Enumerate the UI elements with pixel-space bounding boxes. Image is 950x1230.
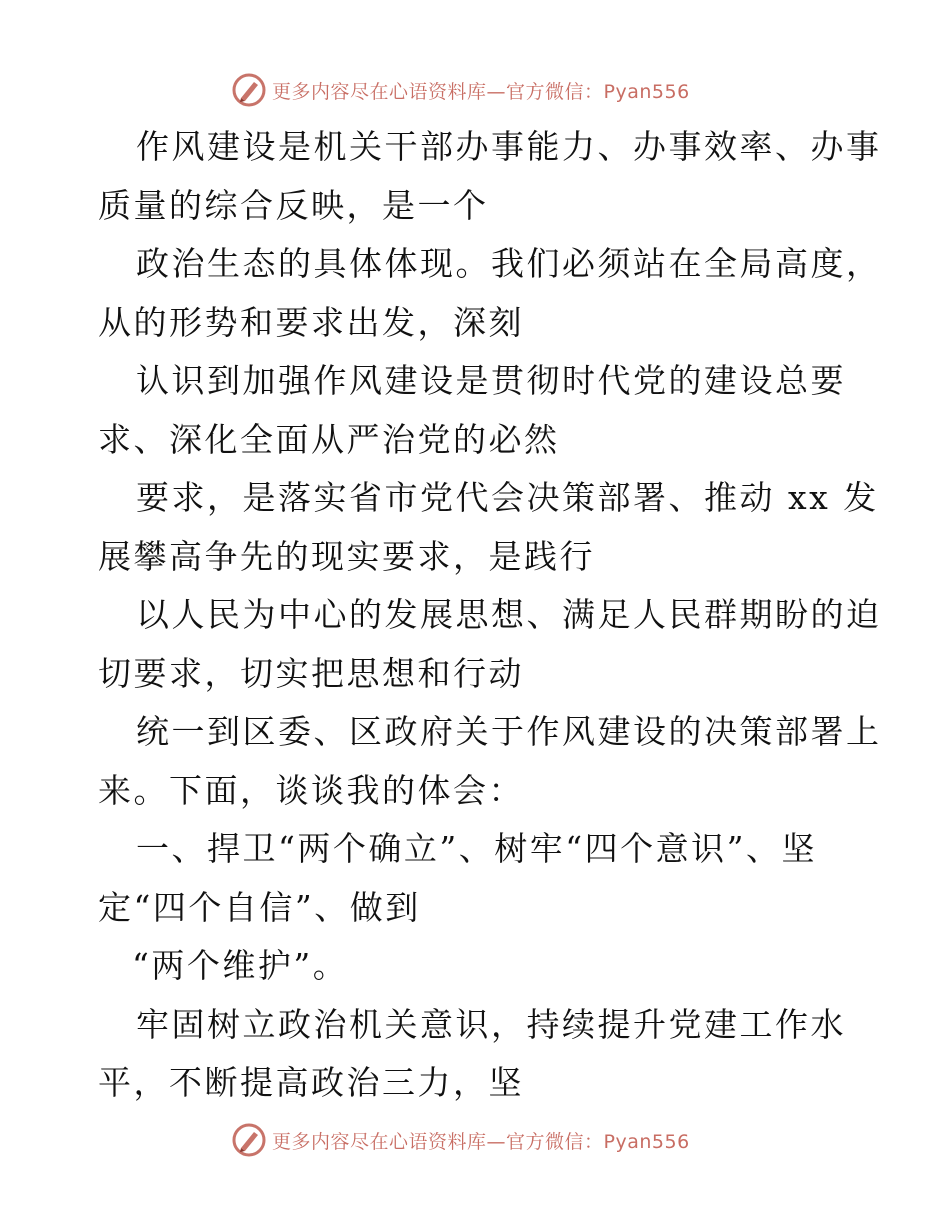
- paragraph-line: 政治生态的具体体现。我们必须站在全局高度，: [136, 244, 882, 283]
- paragraph-line: 求、深化全面从严治党的必然: [98, 419, 560, 459]
- paragraph-line: 牢固树立政治机关意识，持续提升党建工作水: [136, 1004, 846, 1044]
- pen-logo-icon: [232, 1123, 266, 1157]
- paragraph-line: 从的形势和要求出发，深刻: [98, 302, 524, 342]
- paragraph-line: 平，不断提高政治三力，坚: [98, 1063, 524, 1102]
- paragraph-line: 切要求，切实把思想和行动: [98, 653, 524, 693]
- section-heading-line: 定“四个自信”、做到: [98, 887, 421, 927]
- watermark-brand: 更多内容尽在心语资料库: [272, 1130, 487, 1153]
- paragraph-line: 展攀高争先的现实要求，是践行: [98, 536, 595, 576]
- watermark-text: [272, 77, 690, 104]
- paragraph-line: 统一到区委、区政府关于作风建设的决策部署上: [136, 712, 882, 751]
- watermark-contact: 官方微信：Pyan556: [506, 1130, 690, 1153]
- paragraph-line: 要求，是落实省市党代会决策部署、推动 xx 发: [136, 478, 879, 517]
- body-text: [98, 118, 882, 1113]
- paragraph-line: 质量的综合反映，是一个: [98, 185, 489, 225]
- paragraph-line: 以人民为中心的发展思想、满足人民群期盼的迫: [136, 595, 882, 634]
- watermark-contact: 官方微信：Pyan556: [506, 80, 690, 103]
- watermark-separator: —: [486, 80, 507, 103]
- watermark-separator: —: [486, 1130, 507, 1153]
- section-heading-line: “两个维护”。: [132, 946, 349, 985]
- watermark-brand: 更多内容尽在心语资料库: [272, 80, 487, 103]
- paragraph-line: 认识到加强作风建设是贯彻时代党的建设总要: [136, 361, 846, 400]
- watermark-text: [272, 1127, 690, 1154]
- paragraph-line: 来。下面，谈谈我的体会：: [98, 770, 524, 810]
- watermark-header: [232, 72, 690, 108]
- pen-logo-icon: [232, 73, 266, 107]
- watermark-footer: [232, 1122, 690, 1158]
- section-heading-line: 一、捍卫“两个确立”、树牢“四个意识”、坚: [136, 829, 817, 868]
- paragraph-line: 作风建设是机关干部办事能力、办事效率、办事: [136, 127, 882, 166]
